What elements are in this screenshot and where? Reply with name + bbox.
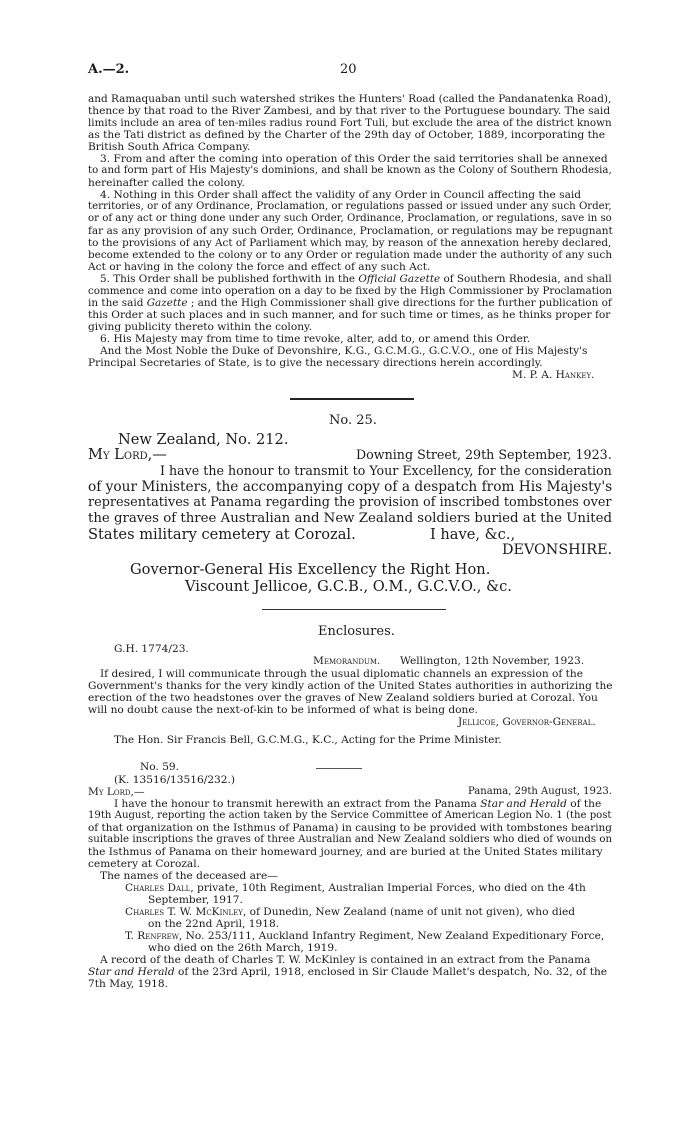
order-line: or of any act or thing done under any such Order, Ordinance, Proclamation, or regulations, save in so <box>88 213 612 224</box>
order-para5-line: this Order at such places and in such manner, and for such time or times, as he thinks proper for <box>88 309 611 321</box>
page-number: 20 <box>340 62 357 77</box>
text-run: T. <box>125 930 138 942</box>
text-run: in the said <box>88 297 147 309</box>
order-line: as the Tati district as defined by the Charter of the 29th day of October, 1889, incorporating the <box>88 129 606 141</box>
deceased-entry <box>125 906 575 918</box>
italic-text: Star and Herald <box>480 798 567 810</box>
record-line <box>88 966 607 978</box>
despatch-addressee: Viscount Jellicoe, G.C.B., O.M., G.C.V.O., &c. <box>185 578 512 595</box>
order-line: and Ramaquaban until such watershed strikes the Hunters' Road (called the Pandanatenka Road), <box>88 93 612 105</box>
deceased-name: Renfrew <box>137 930 179 942</box>
record-line: 7th May, 1918. <box>88 978 168 990</box>
despatch-body-line: I have the honour to transmit to Your Excellency, for the consideration <box>160 463 612 478</box>
enclosures-title: Enclosures. <box>318 624 395 639</box>
despatch-sender: DEVONSHIRE. <box>502 542 613 558</box>
order-line: become extended to the colony or to any Order or regulation made under the authority of any such <box>88 249 613 261</box>
despatch-origin: New Zealand, No. 212. <box>118 431 289 448</box>
memorandum-line: If desired, I will communicate through the usual diplomatic channels an expression of the <box>100 668 584 680</box>
report-reference: A.—2. <box>88 62 130 77</box>
order-para5-line <box>100 273 612 285</box>
despatch-place-date: Downing Street, 29th September, 1923. <box>356 447 612 462</box>
memorandum-line: will no doubt cause the next-of-kin to be informed of what is being done. <box>88 704 478 716</box>
section-divider <box>290 398 414 400</box>
despatch-addressee: Governor-General His Excellency the Right Hon. <box>130 561 491 578</box>
enclosure-file-reference: (K. 13516/13516/232.) <box>114 774 236 786</box>
section-divider <box>316 768 362 769</box>
enclosure-body-line: the Isthmus of Panama on their homeward journey, and are buried at the United States military <box>88 846 603 858</box>
despatch-body-line: the graves of three Australian and New Zealand soldiers buried at the United <box>88 511 612 526</box>
text-run: I have the honour to transmit herewith an extract from the Panama <box>114 798 481 810</box>
italic-text: Star and Herald <box>88 966 175 978</box>
despatch-body-line: representatives at Panama regarding the provision of inscribed tombstones over <box>88 495 612 510</box>
order-para6: 6. His Majesty may from time to time revoke, alter, add to, or amend this Order. <box>100 333 531 345</box>
deceased-entry-cont: September, 1917. <box>148 894 243 906</box>
enclosure-number: No. 59. <box>140 761 180 773</box>
enclosure-body-line <box>114 798 601 810</box>
memorandum-line: erection of the two headstones over the graves of New Zealand soldiers buried at Corozal. You <box>88 692 598 704</box>
enclosure-body-line: of that organization on the Isthmus of Panama) in causing to be provided with tombstones bearing <box>88 822 613 834</box>
order-line: 3. From and after the coming into operation of this Order the said territories shall be annexed <box>100 153 608 165</box>
order-para7-line: Principal Secretaries of State, is to give the necessary directions herein accordingly. <box>88 357 543 369</box>
order-line: limits include an area of ten-miles radius round Fort Tuli, but exclude the area of the district known <box>88 117 612 129</box>
text-run: , No. 253/111, Auckland Infantry Regiment, New Zealand Expeditionary Force, <box>178 930 605 942</box>
deceased-names-intro: The names of the deceased are— <box>100 870 278 882</box>
italic-text: Gazette <box>146 297 188 309</box>
text-run: , of Dunedin, New Zealand (name of unit not given), who died <box>242 906 576 918</box>
order-line: Act or having in the colony the force and effect of any such Act. <box>88 261 431 273</box>
deceased-entry <box>125 882 586 894</box>
despatch-body-line: States military cemetery at Corozal. <box>88 526 356 543</box>
order-signature: M. P. A. Hankey. <box>512 369 595 381</box>
order-line: territories, or of any Ordinance, Proclamation, or regulations passed or issued under any such Order, <box>88 201 612 212</box>
order-line: far as any provision of any such Order, Ordinance, Proclamation, or regulations may be repugnant <box>88 225 613 237</box>
italic-text: Official Gazette <box>358 273 441 285</box>
memorandum-line: Government's thanks for the very kindly action of the United States authorities in authorizing the <box>88 680 613 692</box>
enclosure-body-line: 19th August, reporting the action taken by the Service Committee of American Legion No. 1 (the post <box>88 810 612 821</box>
order-line: British South Africa Company. <box>88 141 251 153</box>
order-line: 4. Nothing in this Order shall affect the validity of any Order in Council affecting the said <box>100 189 582 201</box>
order-line: thence by that road to the River Zambesi, and by that river to the Portuguese boundary. The said <box>88 105 611 117</box>
enclosure-body-line: cemetery at Corozal. <box>88 858 200 870</box>
text-run: , private, 10th Regiment, Australian Imperial Forces, who died on the 4th <box>190 882 586 894</box>
despatch-body-line: of your Ministers, the accompanying copy of a despatch from His Majesty's <box>88 479 613 495</box>
enclosure-salutation: My Lord,— <box>88 786 145 798</box>
deceased-entry-cont: on the 22nd April, 1918. <box>148 918 280 930</box>
text-run: ; and the High Commissioner shall give directions for the further publication of <box>187 297 612 309</box>
section-divider <box>262 609 446 610</box>
despatch-closing: I have, &c., <box>430 526 516 543</box>
order-para5-line <box>88 297 612 309</box>
deceased-entry-cont: who died on the 26th March, 1919. <box>148 942 338 954</box>
order-para5-line: commence and come into operation on a day to be fixed by the High Commissioner by Proclamation <box>88 285 612 297</box>
despatch-salutation: My Lord,— <box>88 446 167 463</box>
text-run: of the 23rd April, 1918, enclosed in Sir Claude Mallet's despatch, No. 32, of the <box>174 966 608 978</box>
memorandum-addressee: The Hon. Sir Francis Bell, G.C.M.G., K.C., Acting for the Prime Minister. <box>114 734 502 746</box>
order-para7-line: And the Most Noble the Duke of Devonshire, K.G., G.C.M.G., G.C.V.O., one of His Majesty's <box>100 345 588 357</box>
text-run: 5. This Order shall be published forthwith in the <box>100 273 359 285</box>
order-line: hereinafter called the colony. <box>88 177 245 189</box>
enclosure-date: Panama, 29th August, 1923. <box>468 786 612 797</box>
enclosure-reference: G.H. 1774/23. <box>114 643 189 655</box>
enclosure-body-line: suitable inscriptions the graves of three Australian and New Zealand soldiers who died of wounds on <box>88 834 613 845</box>
deceased-name: Charles T. W. McKinley <box>125 906 243 918</box>
order-line: to the provisions of any Act of Parliament which may, by reason of the annexation hereby declared, <box>88 237 612 249</box>
deceased-entry <box>125 930 604 942</box>
order-line: to and form part of His Majesty's dominions, and shall be known as the Colony of Southern Rhodesia, <box>88 165 612 176</box>
despatch-number: No. 25. <box>329 413 377 428</box>
memorandum-signature: Jellicoe, Governor-General. <box>458 716 596 728</box>
memorandum-label: Memorandum. <box>313 655 381 667</box>
memorandum-date: Wellington, 12th November, 1923. <box>400 655 585 667</box>
record-line: A record of the death of Charles T. W. McKinley is contained in an extract from the Panama <box>100 954 591 966</box>
text-run: of Southern Rhodesia, and shall <box>440 273 612 285</box>
text-run: of the <box>566 798 602 810</box>
order-para5-line: giving publicity thereto within the colony. <box>88 321 312 333</box>
deceased-name: Charles Dall <box>125 882 191 894</box>
